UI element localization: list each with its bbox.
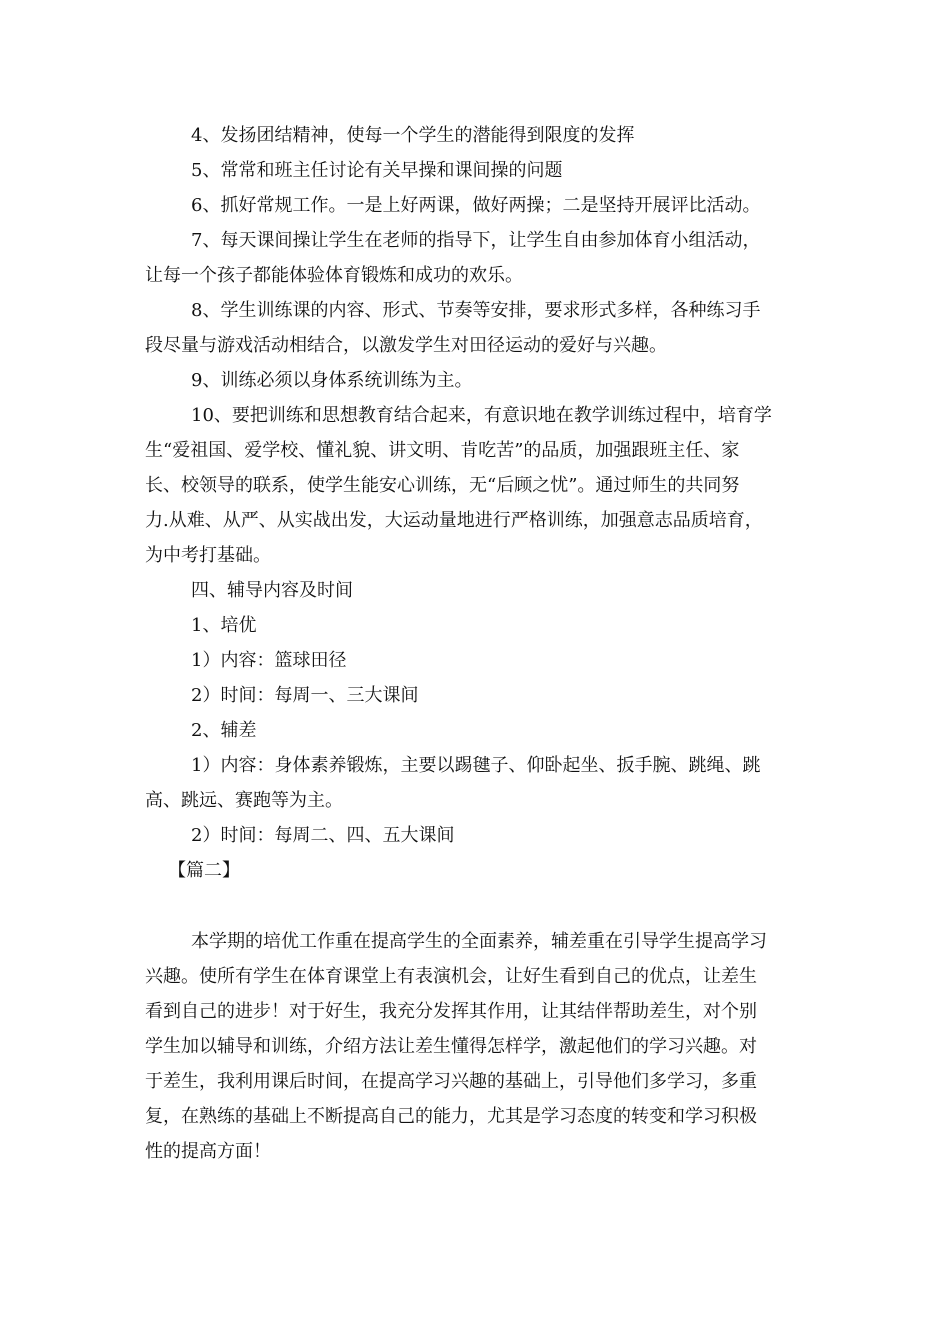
list-item: 2）时间：每周一、三大课间: [191, 685, 419, 706]
list-item: 1）内容：篮球田径: [191, 650, 347, 671]
paragraph-line: 长、校领导的联系，使学生能安心训练，无“后顾之忧”。通过师生的共同努: [145, 475, 740, 496]
paragraph-line: 8、学生训练课的内容、形式、节奏等安排，要求形式多样，各种练习手: [191, 300, 761, 321]
paragraph-line: 让每一个孩子都能体验体育锻炼和成功的欢乐。: [145, 265, 523, 286]
paragraph-line: 9、训练必须以身体系统训练为主。: [191, 370, 473, 391]
list-item: 2）时间：每周二、四、五大课间: [191, 825, 455, 846]
paragraph-line: 10、要把训练和思想教育结合起来，有意识地在教学训练过程中，培育学: [191, 405, 772, 426]
paragraph-line: 5、常常和班主任讨论有关早操和课间操的问题: [191, 160, 563, 181]
paragraph-line: 4、发扬团结精神，使每一个学生的潜能得到限度的发挥: [191, 125, 635, 146]
list-item: 高、跳远、赛跑等为主。: [145, 790, 343, 811]
paragraph-line: 本学期的培优工作重在提高学生的全面素养，辅差重在引导学生提高学习: [191, 931, 767, 952]
paragraph-line: 为中考打基础。: [145, 545, 271, 566]
paragraph-line: 复，在熟练的基础上不断提高自己的能力，尤其是学习态度的转变和学习积极: [145, 1106, 757, 1127]
paragraph-line: 看到自己的进步！对于好生，我充分发挥其作用，让其结伴帮助差生，对个别: [145, 1001, 757, 1022]
paragraph-line: 7、每天课间操让学生在老师的指导下，让学生自由参加体育小组活动，: [191, 230, 761, 251]
section-heading: 四、辅导内容及时间: [191, 580, 353, 601]
subsection-heading: 2、辅差: [191, 720, 257, 741]
blank-line: [145, 888, 810, 924]
subsection-heading: 1、培优: [191, 615, 257, 636]
paragraph-line: 力.从难、从严、从实战出发，大运动量地进行严格训练，加强意志品质培育，: [145, 510, 763, 531]
part-heading: 【篇二】: [168, 860, 240, 881]
paragraph-line: 6、抓好常规工作。一是上好两课，做好两操；二是坚持开展评比活动。: [191, 195, 761, 216]
paragraph-line: 生“爱祖国、爱学校、懂礼貌、讲文明、肯吃苦”的品质，加强跟班主任、家: [145, 440, 740, 461]
paragraph-line: 性的提高方面！: [145, 1141, 271, 1162]
list-item: 1）内容：身体素养锻炼，主要以踢毽子、仰卧起坐、扳手腕、跳绳、跳: [191, 755, 761, 776]
paragraph-line: 段尽量与游戏活动相结合，以激发学生对田径运动的爱好与兴趣。: [145, 335, 667, 356]
paragraph-line: 兴趣。使所有学生在体育课堂上有表演机会，让好生看到自己的优点，让差生: [145, 966, 757, 987]
paragraph-line: 于差生，我利用课后时间，在提高学习兴趣的基础上，引导他们多学习，多重: [145, 1071, 757, 1092]
paragraph-line: 学生加以辅导和训练，介绍方法让差生懂得怎样学，激起他们的学习兴趣。对: [145, 1036, 757, 1057]
document-body: [145, 118, 810, 1169]
